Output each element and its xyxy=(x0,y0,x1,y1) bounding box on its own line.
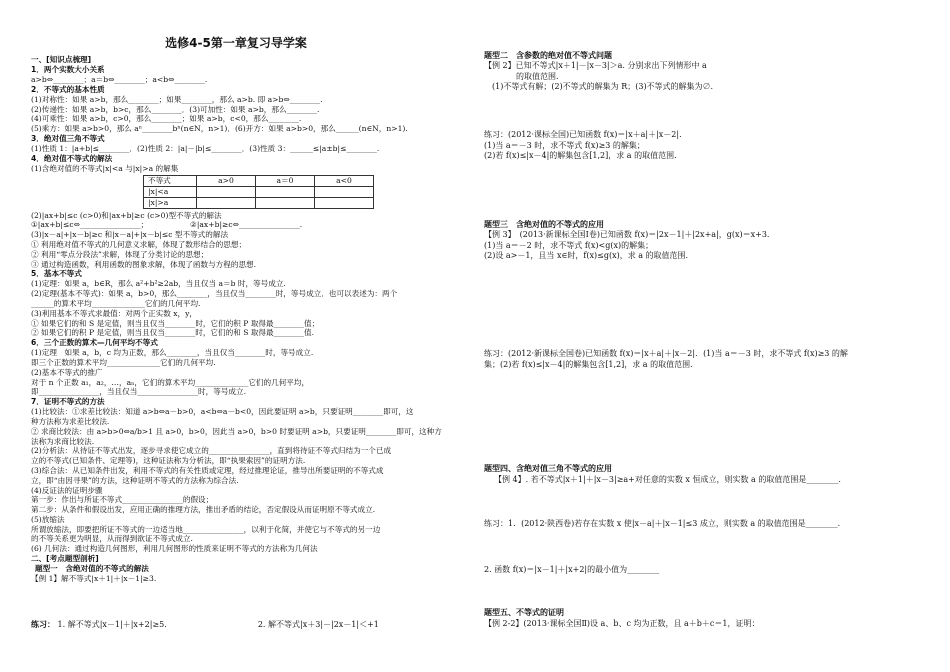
table-cell xyxy=(315,197,374,208)
text-line: (2)基本不等式的推广 xyxy=(31,367,103,377)
example-2-line: (1)不等式有解；(2)不等式的解集为 R；(3)不等式的解集为∅. xyxy=(484,82,714,91)
text-line: (2)传递性：如果 a>b，b>c，那么________．(3)可加性：如果 a>b，那么________. xyxy=(31,104,320,114)
text-line: 即________________，当且仅当________________时，等号成立. xyxy=(31,387,247,397)
practice-b-line: 集；(2)若 f(x)≤|x－4|的解集包含[1,2]，求 a 的取值范围. xyxy=(484,360,693,369)
type1-heading: 题型一 含绝对值的不等式的解法 xyxy=(35,564,149,574)
table-cell xyxy=(256,197,315,208)
type4-block xyxy=(484,463,841,486)
text-line: (2)分析法：从待证不等式出发，逐步寻求使它成立的________________，直到将待证不等式归结为一个已成 xyxy=(31,446,392,456)
text-line: (1)定理：如果 a，b∈R，那么 a²+b²≥2ab，当且仅当 a＝b 时，等号成立. xyxy=(31,279,286,289)
type3-block xyxy=(484,219,769,262)
practice-2: 2. 解不等式|x＋3|－|2x－1|＜+1 xyxy=(257,619,379,629)
page-title: 选修4-5第一章复习导学案 xyxy=(165,36,307,50)
table-cell xyxy=(256,186,315,197)
text-line: 种方法称为求差比较法. xyxy=(31,416,110,426)
subsection-heading: 3．绝对值三角不等式 xyxy=(31,133,105,143)
table-cell: 不等式 xyxy=(144,175,197,186)
example-1: 【例 1】解不等式|x＋1|＋|x－1|≥3. xyxy=(31,574,157,584)
text-line: (1)性质 1：|a+b|≤________．(2)性质 2：|a|－|b|≤________．(3)性质 3：______≤|a±b|≤________. xyxy=(31,143,380,153)
type5-block xyxy=(484,607,759,629)
answer-space xyxy=(31,584,469,620)
table-cell: |x|<a xyxy=(144,186,197,197)
table-cell: a>0 xyxy=(197,175,256,186)
subsection-heading: 6．三个正数的算术—几何平均不等式 xyxy=(31,338,158,348)
text-line: 第二步：从条件和假设出发，应用正确的推理方法，推出矛盾的结论，否定假设从而证明原不等式成立. xyxy=(31,505,376,515)
practice-c-text: 练习：1．(2012·陕西卷)若存在实数 x 使|x－a|＋|x－1|≤3 成立，则实数 a 的取值范围是________. xyxy=(484,519,841,528)
type2-heading: 题型二 含参数的绝对值不等式问题 xyxy=(484,51,612,60)
text-line: 立的不等式(已知条件、定理等)，这种证法称为分析法，即“执果索因”的证明方法. xyxy=(31,456,306,466)
example-4: 【例 4】. 若不等式|x＋1|＋|x－3|≥a+对任意的实数 x 恒成立，则实数 a 的取值范围是________. xyxy=(494,475,841,484)
text-line: (3)综合法：从已知条件出发，利用不等式的有关性质或定理，经过推理论证，推导出所要证明的不等式成 xyxy=(31,465,384,475)
type2-block xyxy=(484,50,713,93)
example-2-line: 的取值范围. xyxy=(484,71,559,81)
text-line: 的不等关系更为明显，从而得到欲证不等式成立. xyxy=(31,534,193,544)
practice-label: 练习： xyxy=(31,619,55,629)
text-line: 即三个正数的算术平均______________它们的几何平均. xyxy=(31,357,216,367)
example-5: 【例 2-2】(2013·课标全国Ⅱ)设 a、b、c 均为正数，且 a＋b＋c＝1，证明： xyxy=(484,619,760,628)
text-line: (3)|x－a|+|x－b|≥c 和|x－a|+|x－b|≤c 型不等式的解法 xyxy=(31,230,229,240)
type4-heading: 题型四、含绝对值三角不等式的应用 xyxy=(484,464,612,473)
practice-b-block xyxy=(484,348,848,370)
text-line: (1)比较法：①求差比较法：知道 a>b⇔a－b>0，a<b⇔a－b<0，因此要证明 a>b，只要证明________即可，这 xyxy=(31,407,414,417)
abs-inequality-table xyxy=(143,175,374,209)
text-line: ①|ax+b|≤c⇔________________； ②|ax+b|≥c⇔________________. xyxy=(31,220,303,230)
practice-a-line: (2)若 f(x)≤|x－4|的解集包含[1,2]，求 a 的取值范围. xyxy=(484,151,677,160)
subsection-heading: 2．不等式的基本性质 xyxy=(31,84,105,94)
practice-1: 1. 解不等式|x－1|＋|x+2|≥5. xyxy=(57,619,167,629)
practice-c xyxy=(484,518,840,529)
table-cell: |x|>a xyxy=(144,197,197,208)
text-line: (1)对称性：如果 a>b，那么________；如果________，那么 a>b. 即 a>b⇔________. xyxy=(31,94,323,104)
example-2-line: 【例 2】已知不等式|x＋1|－|x－3|＞a. 分别求出下列情形中 a xyxy=(484,61,707,70)
text-line: ① 利用绝对值不等式的几何意义求解，体现了数形结合的思想； xyxy=(31,239,247,249)
text-line: ______的算术平均______________它们的几何平均. xyxy=(31,298,201,308)
text-line: (2)|ax+b|≤c (c>0)和|ax+b|≥c (c>0)型不等式的解法 xyxy=(31,210,222,220)
practice-d xyxy=(484,564,659,575)
text-line: a>b⇔________；a＝b⇔________；a<b⇔________. xyxy=(31,75,208,84)
text-line: (5)乘方：如果 a>b>0，那么 aⁿ________bⁿ(n∈N，n>1)．(6)开方：如果 a>b>0，那么______(n∈N，n>1). xyxy=(31,124,408,134)
text-line: (4)反证法的证明步骤 xyxy=(31,485,103,495)
type5-heading: 题型五、不等式的证明 xyxy=(484,608,564,617)
section-knowledge-heading: 一、[知识点梳理] xyxy=(31,55,92,64)
subsection-heading: 4．绝对值不等式的解法 xyxy=(31,153,113,163)
knowledge-lines-continued xyxy=(31,211,469,555)
text-line: 法称为求商比较法. xyxy=(31,436,95,446)
practice-d-text: 2. 函数 f(x)＝|x－1|＋|x+2|的最小值为________ xyxy=(484,565,660,574)
text-line: ② 利用“零点分段法”求解，体现了分类讨论的思想； xyxy=(31,249,209,259)
type3-heading: 题型三 含绝对值的不等式的应用 xyxy=(484,220,604,229)
table-cell xyxy=(197,186,256,197)
text-line: 立，即“由因寻果”的方法，这种证明不等式的方法称为综合法. xyxy=(31,475,239,485)
text-line: (2)定理(基本不等式)：如果 a，b>0，那么________，当且仅当________时，等号成立．也可以表述为：两个 xyxy=(31,289,398,299)
text-line: 第一步：作出与所证不等式________________的假设； xyxy=(31,495,214,505)
table-row xyxy=(144,186,374,197)
subsection-heading: 7．证明不等式的方法 xyxy=(31,397,105,407)
text-line: 对于 n 个正数 a₁，a₂，…，aₙ，它们的算术平均______________它们的几何平均， xyxy=(31,377,310,387)
table-cell: a<0 xyxy=(315,175,374,186)
text-line: (6) 几何法：通过构造几何图形，利用几何图形的性质来证明不等式的方法称为几何法 xyxy=(31,544,318,554)
practice-b-line: 练习：(2012·新课标全国卷)已知函数 f(x)＝|x＋a|＋|x－2|．(1)当 a＝－3 时，求不等式 f(x)≥3 的解 xyxy=(484,349,848,358)
text-line: ② 如果它们的积 P 是定值，则当且仅当________时，它们的和 S 取得最________值. xyxy=(31,328,314,338)
section-analysis-heading: 二、[考点题型剖析] xyxy=(31,554,99,564)
text-line: ② 求商比较法：由 a>b>0⇔a/b>1 且 a>0，b>0，因此当 a>0，b>0 时要证明 a>b，只要证明________即可，这种方 xyxy=(31,426,442,436)
table-header-row xyxy=(144,175,374,186)
text-line: 所谓放缩法，即要把所证不等式的一边适当地________________，以利于化简，并使它与不等式的另一边 xyxy=(31,524,381,534)
table-cell xyxy=(197,197,256,208)
table-cell xyxy=(315,186,374,197)
text-line: (1)含绝对值的不等式|x|<a 与|x|>a 的解集 xyxy=(31,163,179,173)
text-line: ③ 通过构造函数，利用函数的图象求解，体现了函数与方程的思想. xyxy=(31,259,257,269)
example-3-line: 【例 3】 (2013·新课标全国Ⅰ卷)已知函数 f(x)＝|2x－1|＋|2x+a|，g(x)＝x+3. xyxy=(484,230,770,239)
table-row xyxy=(144,197,374,208)
example-3-line: (1)当 a＝－2 时，求不等式 f(x)<g(x)的解集； xyxy=(484,240,654,250)
text-line: (4)可乘性：如果 a>b，c>0，那么________；如果 a>b，c<0，那么________. xyxy=(31,114,302,124)
text-line: (3)利用基本不等式求最值：对两个正实数 x，y， xyxy=(31,308,198,318)
table-cell: a＝0 xyxy=(256,175,315,186)
practice-a-line: 练习：(2012·课标全国)已知函数 f(x)＝|x＋a|＋|x－2|. xyxy=(484,130,682,139)
practice-a-block xyxy=(484,130,682,162)
text-line: (1)定理 如果 a，b，c 均为正数，那么________，当且仅当________时，等号成立. xyxy=(31,348,314,358)
left-column xyxy=(31,34,469,630)
subsection-heading: 5．基本不等式 xyxy=(31,269,82,279)
text-line: (5)放缩法 xyxy=(31,514,65,524)
practice-a-line: (1)当 a＝－3 时，求不等式 f(x)≥3 的解集； xyxy=(484,140,645,150)
knowledge-lines xyxy=(31,65,469,174)
text-line: ① 如果它们的和 S 是定值，则当且仅当________时，它们的积 P 取得最________值； xyxy=(31,318,320,328)
practice-row xyxy=(31,620,469,630)
example-3-line: (2)设 a>－1，且当 x∈时，f(x)≤g(x)，求 a 的取值范围. xyxy=(484,251,689,260)
subsection-heading: 1．两个实数大小关系 xyxy=(31,65,105,74)
